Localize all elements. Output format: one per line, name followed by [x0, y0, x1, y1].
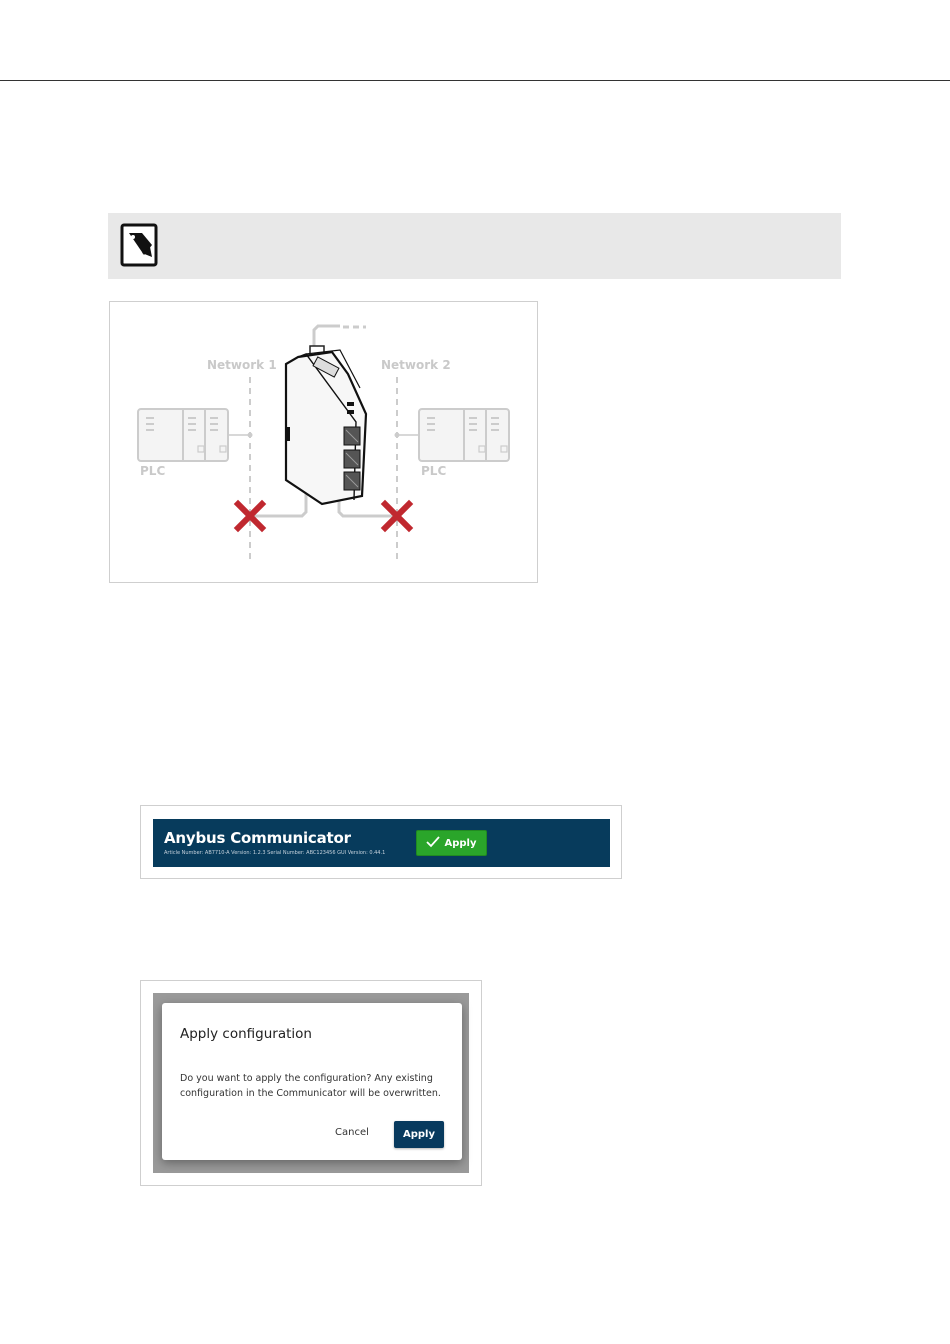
- apply-button[interactable]: [416, 830, 487, 856]
- check-icon: [426, 836, 440, 851]
- plc-left-label: PLC: [140, 464, 166, 478]
- communicator-device-icon: [286, 346, 366, 504]
- apply-button-label: Apply: [444, 837, 477, 849]
- note-pencil-icon: [120, 223, 160, 267]
- network1-label: Network 1: [207, 358, 277, 372]
- anybus-title: Anybus Communicator: [164, 829, 351, 847]
- cancel-button[interactable]: Cancel: [335, 1127, 369, 1138]
- plc-right-label: PLC: [421, 464, 447, 478]
- plc-right-icon: [419, 409, 509, 461]
- dialog-apply-button[interactable]: Apply: [394, 1121, 444, 1148]
- anybus-meta: Article Number: AB7710-A Version: 1.2.3 Serial Number: ABC123456 GUI Version: 0.44.1: [164, 850, 386, 856]
- apply-dialog-screenshot: [140, 980, 482, 1186]
- network-diagram: [109, 301, 538, 583]
- anybus-header-screenshot: [140, 805, 622, 879]
- plc-left-icon: [138, 409, 228, 461]
- header-rule: [0, 80, 950, 81]
- dialog-title: Apply configuration: [180, 1026, 312, 1042]
- anybus-header-bar: [153, 819, 610, 867]
- dialog-body: Do you want to apply the configuration? Any existing configuration in the Communicator will be overwritten.: [180, 1073, 441, 1099]
- apply-configuration-dialog: [162, 1003, 462, 1160]
- note-box: [108, 213, 841, 279]
- network2-label: Network 2: [381, 358, 451, 372]
- modal-overlay: [153, 993, 469, 1173]
